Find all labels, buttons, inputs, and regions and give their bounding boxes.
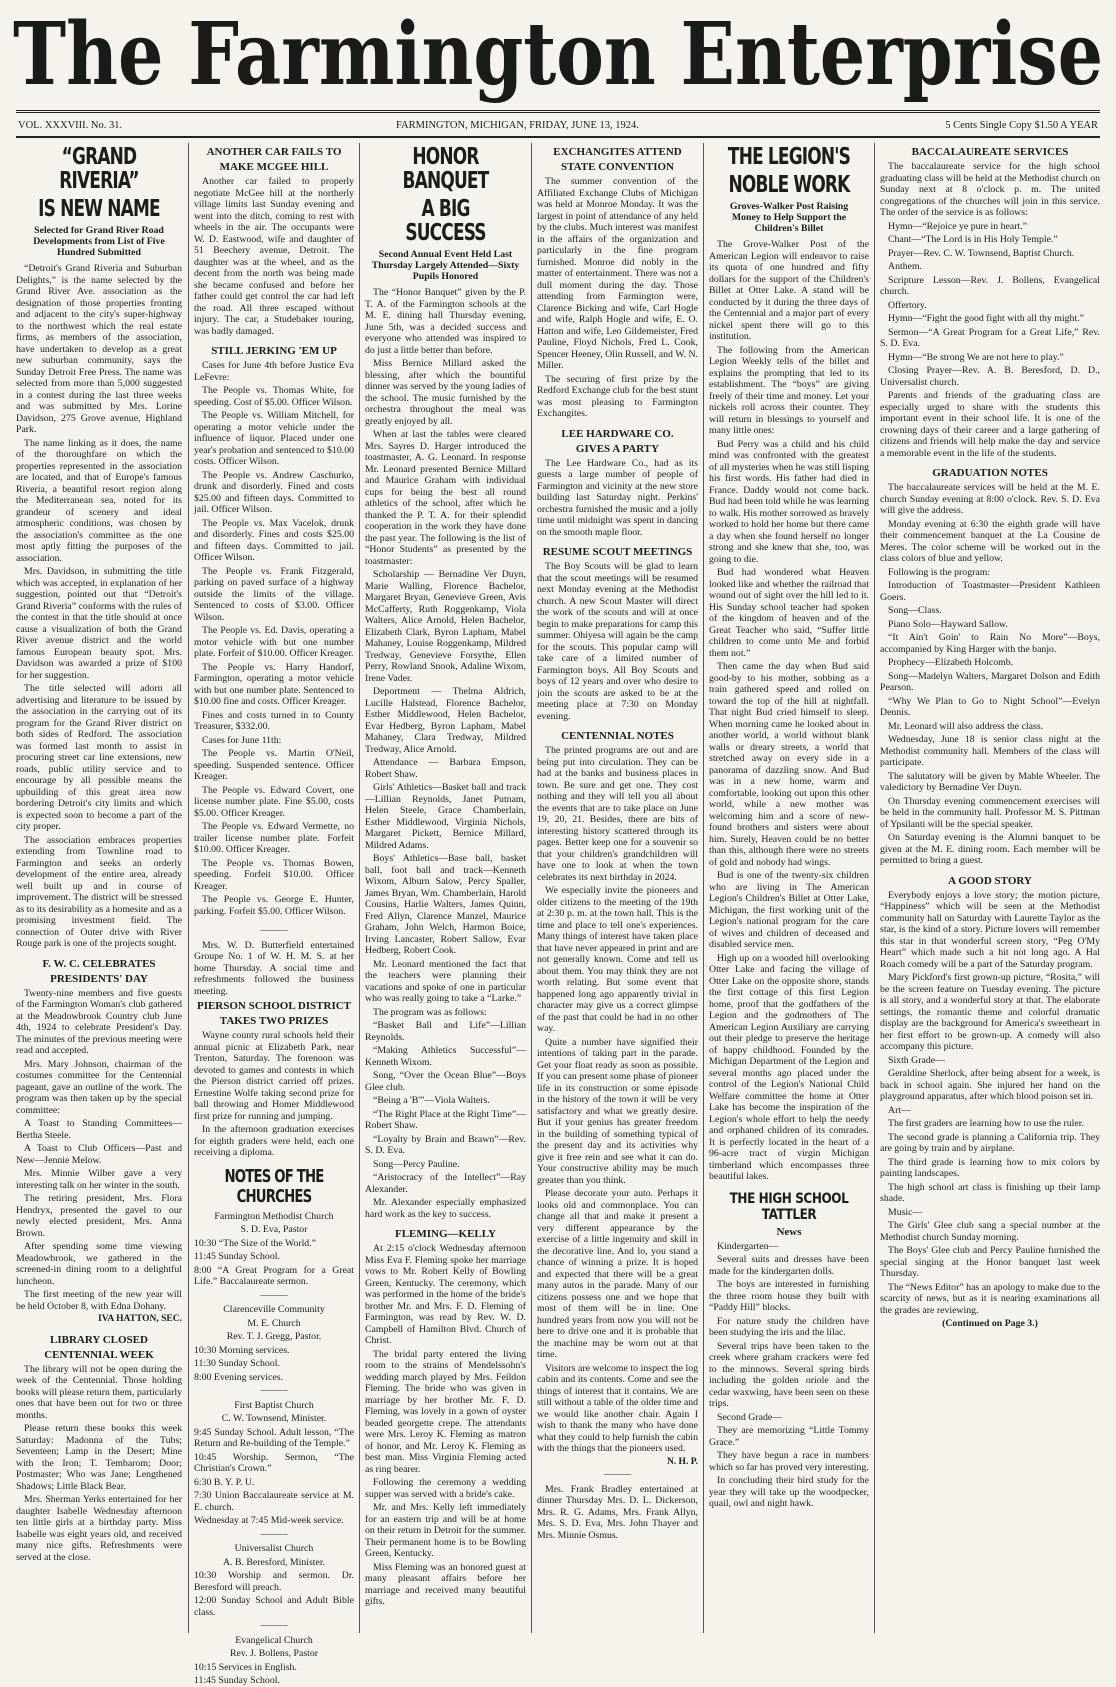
service-item: 10:15 Services in English.	[194, 1661, 297, 1673]
headline: MAKE MCGEE HILL	[219, 161, 329, 173]
headline: NOTES OF THE CHURCHES	[224, 1165, 324, 1207]
paragraph: The People vs. Thomas Bowen, speeding. Forfeit $10.00. Officer Kreager.	[194, 857, 354, 892]
church-pastor: A. B. Beresford, Minister.	[222, 1556, 326, 1568]
paragraph: Second Grade—	[717, 1411, 783, 1423]
paragraph: The Grove-Walker Post of the American Legion will endeavor to raise its quota of one hundred and fifty dollars for the support of the Children's Billet at Otter Lake. A stand will be conducted by it during the three days of the Centennial and a major part of every nickel spent there will go to this institution.	[709, 239, 869, 342]
paragraph: Mrs. Sherman Yerks entertained for her daughter Isabelle Wednesday afternoon ten little girls at a birthday party. Miss Isabelle was eight years old, and received many nice gifts. Refreshments were served at the close.	[16, 1494, 182, 1563]
headline: THE LEGION'S	[727, 144, 851, 170]
paragraph: Mrs. Frank Bradley entertained at dinner Thursday Mrs. D. L. Dickerson, Mrs. R. G. Adams, Mrs. Frank Allyn, Mrs. S. D. Eva, Mrs. John Thayer and Mrs. Minnie Osmus.	[537, 1483, 698, 1541]
paragraph: Music—	[888, 1206, 923, 1218]
subhead: News	[776, 1225, 802, 1238]
service-item: Wednesday at 7:45 Mid-week service.	[194, 1515, 344, 1526]
paragraph: Sixth Grade—	[888, 1054, 945, 1066]
headline: ANOTHER CAR FAILS TO	[206, 146, 342, 158]
masthead-svg	[0, 4, 1116, 105]
paragraph: The association embraces properties extending from Townline road to Farmington and seeks an orderly development of the entire area, already well built up and in course of improvement. The district will be stressed as to its desirability as a homesite and as a promising investment field. The connection of Outer drive with River Rouge park is one of the projects sought.	[16, 834, 182, 949]
paragraph: The People vs. Thomas White, for speeding. Cost of $5.00. Officer Wilson.	[194, 385, 354, 408]
paragraph: Song—Percy Pauline.	[373, 1158, 460, 1170]
paragraph: Miss Bernice Millard asked the blessing, after which the bountiful dinner was served by the young ladies of the school. The music furnished by the orchestra throughout the meal was greatly enjoyed by all.	[365, 358, 526, 427]
paragraph: Another car failed to properly negotiate McGee hill at the northerly village limits last Sunday evening and went into the ditch, coming to rest with wheels in the air. The occupants were W. D. Eastwood, wife and daughter of 51 Beechery avenue, Detroit. The daughter was at the wheel, and as the decent from the north was being made she became confused and before her father could get control the car had left the road. All three escaped without injury. The car, a Studebaker touring, was badly damaged.	[194, 176, 354, 337]
paragraph: Boys' Athletics—Base ball, basket ball, foot ball and track—Kenneth Wixom, Alburn Salow, Percy Spaller, James Bryan, Wm. Chamberlain, Harold Cousins, Harlie Walters, James Quinn, Fred Allyn, Clarence Manzel, Maurice Graham, John Welch, Harmon Boice, Irving Lancaster, Robert Sallow, Evar Hedberg, Robert Cook.	[365, 853, 526, 956]
paragraph: Deportment — Thelma Aldrich, Lucille Halstead, Florence Bachelor, Esther Middlewood, Helen Bachelor, Evar Hedberg, Byron Lapham, Mabel Mahaney, Clara Tredway, Mildred Tredway, Alice Arnold.	[365, 686, 526, 755]
paragraph: Fines and costs turned in to County Treasurer, $332.00.	[194, 709, 354, 732]
paragraph: Introduction of Toastmaster—President Kathleen Goers.	[880, 580, 1100, 603]
headline: RESUME SCOUT MEETINGS	[542, 546, 693, 558]
place-date: FARMINGTON, MICHIGAN, FRIDAY, JUNE 13, 1924.	[396, 120, 639, 131]
paragraph: Song, “Over the Ocean Blue”—Boys Glee club.	[365, 1070, 526, 1093]
headline: HONOR BANQUET	[402, 144, 489, 194]
paragraph: They are memorizing “Little Tommy Grace.”	[709, 1425, 869, 1448]
headline: NOBLE WORK	[728, 172, 850, 198]
paragraph: “The Right Place at the Right Time”—Robert Shaw.	[365, 1108, 526, 1131]
article-lee-hardware	[537, 428, 698, 539]
paragraph: The first meeting of the new year will be held October 8, with Edna Dohany.	[16, 1289, 182, 1312]
paragraph: In the afternoon graduation exercises for eighth graders were held, each one receiving a diploma.	[194, 1124, 354, 1158]
paragraph: Mrs. Davidson, in submitting the title which was accepted, in explanation of her suggestion, pointed out that “Detroit's Grand Riveria” conforms with the rules of the contest in that the title should at once cause a visualization of both the Grand River avenue district and the world famous European beauty spot. Mrs. Davidson was awarded a prize of $100 for her suggestion.	[16, 566, 182, 681]
paragraph: The salutatory will be given by Mable Wheeler. The valedictory by Bernadine Ver Duyn.	[880, 770, 1100, 793]
paragraph: “Making Athletics Successful”—Kenneth Wixom.	[365, 1045, 526, 1068]
paragraph: The People vs. Max Vacelok, drunk and disorderly. Fines and costs $25.00 and fifteen days. Committed to jail. Officer Wilson.	[194, 517, 354, 563]
article-grand-riveria	[16, 145, 182, 950]
article-court-cases	[194, 345, 354, 917]
paragraph: Mr. Leonard mentioned the fact that the teachers were planning their vacations and spoke of one in particular who was really going to take a “Larke.”	[365, 958, 526, 1004]
column-rule	[874, 143, 875, 1633]
church-name: M. E. Church	[247, 1317, 301, 1329]
paragraph: Please decorate your auto. Perhaps it looks old and commonplace. You can change all that and make it present a very different appearance by the exercise of a little ingenuity and skill in the decorative line. And lo, you stand a chance of winning a prize. It is hoped and expected that there will be a great many autos in the parade. Many of our citizens possess one and we hope that most of them will be in line. One hundred years from now you will not be here to drive one and it is probable that the machine may be worn out at that time.	[537, 1188, 698, 1360]
paragraph: Closing Prayer—Rev. A. B. Beresford, D. D., Universalist church.	[880, 365, 1100, 388]
deck: Second Annual Event Held Last Thursday Largely Attended—Sixty Pupils Honored	[371, 249, 520, 282]
headline: IS NEW NAME	[38, 196, 160, 222]
paragraph: The name linking as it does, the name of the thoroughfare on which the properties represented in the association are located, and that of Europe's famous Riveria, a beautiful resort region along the Mediterranean sea, noted for its grandeur of scenery and ideal atmospheric conditions, was chosen by the association's committee as the one most aptly fitting the purposes of the association.	[16, 437, 182, 564]
article-graduation-notes	[880, 467, 1100, 867]
paragraph: Visitors are welcome to inspect the log cabin and its contents. Come and see the things of interest that it contains. We are still without a table of the older time and we would like another chair. Again I wish to thank the many who have done what they could to help furnish the cabin with the things that the pioneers used.	[537, 1362, 698, 1454]
paragraph: In concluding their bird study for the year they will take up the woodpecker, quail, owl and night hawk.	[709, 1475, 869, 1509]
paragraph: A Toast to Club Officers—Past and New—Jennie Melow.	[16, 1143, 182, 1166]
paragraph: “Why We Plan to Go to Night School”—Evelyn Dennis.	[880, 695, 1100, 718]
column-5	[709, 143, 869, 1633]
paragraph: For nature study the children have been studying the iris and the lilac.	[709, 1315, 869, 1338]
paragraph: The People vs. Edward Covert, one license number plate. Fine $5.00, costs $5.00. Officer Kreager.	[194, 784, 354, 819]
church-name: Universalist Church	[234, 1543, 314, 1554]
paragraph: Mrs. Mary Johnson, chairman of the costumes committee for the Centennial pageant, gave an outline of the work. The program was then taken up by the special committee:	[16, 1058, 182, 1116]
paragraph: Geraldine Sherlock, after being absent for a week, is back in school again. She injured her hand on the playground apparatus, after which blood poison set in.	[880, 1068, 1100, 1102]
headline: A GOOD STORY	[948, 874, 1032, 887]
deck: Groves-Walker Post Raising Money to Help Support the Children's Billet	[729, 201, 849, 234]
paragraph: The “News Editor” has an apology to make due to the scarcity of news, but as it is nearing examinations all the grades are reviewing.	[880, 1281, 1100, 1316]
paragraph: The People vs. Harry Handorf, Farmington, operating a motor vehicle with but one number plate. Sentenced to $10.00 fine and costs. Officer Kreager.	[194, 661, 354, 707]
paragraph: Mr. Leonard will also address the class.	[888, 720, 1044, 732]
paragraph: Mrs. W. D. Butterfield entertained Groupe No. 1 of W. H. M. S. at her home Thursday. A social time and refreshments followed the business meeting.	[194, 939, 354, 997]
column-rule	[359, 143, 360, 1633]
headline: BACCALAUREATE SERVICES	[911, 146, 1069, 158]
paragraph: Offertory.	[888, 299, 927, 311]
column-rule	[188, 143, 189, 1633]
headline: TAKES TWO PRIZES	[219, 1015, 329, 1027]
paragraph: Scripture Lesson—Rev. J. Bollens, Evangelical church.	[880, 274, 1100, 297]
paragraph: We especially invite the pioneers and older citizens to the meeting of the 19th at 2:30 p. m. at the town hall. This is the time and place to tell one's experiences. Many things of interest have taken place that have never appeared in print and are not generally known. Come and tell us about them. You may think they are not worth relating. But some event that happened long ago apparently trivial in character may give us a correct glimpse of the past that could be had in no other way.	[537, 885, 698, 1034]
service-item: 8:00 “A Great Program for a Great Life.” Baccalaureate sermon.	[194, 1264, 354, 1287]
headline: GRADUATION NOTES	[932, 467, 1048, 479]
paragraph: “Aristocracy of the Intellect”—Ray Alexander.	[365, 1172, 526, 1195]
paragraph: The Lee Hardware Co., had as its guests a large number of people of Farmington and vicinity at the new store building last Saturday night. Perkins' orchestra furnished the music and a jolly time until midnight was spent in dancing on the smooth maple floor.	[537, 457, 698, 538]
church-name: First Baptist Church	[234, 1399, 314, 1411]
paragraph: The Girls' Glee club sang a special number at the Methodist church Sunday morning.	[880, 1220, 1100, 1243]
paragraph: Wednesday, June 18 is senior class night at the Methodist community hall. Members of the class will participate.	[880, 734, 1100, 768]
paragraph: Anthem.	[888, 261, 923, 272]
article-baccalaureate	[880, 146, 1100, 459]
church-pastor: Rev. T. J. Gregg, Pastor.	[226, 1331, 322, 1342]
article-fleming-kelly	[365, 1228, 526, 1608]
paragraph: The Boy Scouts will be glad to learn that the scout meetings will be resumed next Monday evening at the Methodist church. A new Scout Master will direct the work of the scouts and will at once begin to make preparations for camp this summer. Ohiyesa will again be the camp for the scouts. This popular camp will take care of a limited number of Farmington boys. All Boy Scouts and boys of 12 years and over who desire to join the scouts are asked to be at the meeting place at 7:30 on Monday evening.	[537, 561, 698, 722]
signature: N. H. P.	[666, 1456, 698, 1467]
paragraph: Mary Pickford's first grown-up picture, “Rosita,” will be the screen feature on Tuesday evening. The picture is all story, and a wonderful story at that. The elaborate settings, the romantic theme and colorful dramatic display are the background for America's sweetheart in her first effort to be grown-up. A comedy will also accompany this picture.	[880, 972, 1100, 1052]
paragraph: Twenty-nine members and five guests of the Farmington Woman's club gathered at the Meadowbrook Country club June 4th, 1924 to celebrate President's Day. The minutes of the previous meeting were read and accepted.	[16, 987, 182, 1056]
column-6	[880, 143, 1100, 1633]
volume-number: VOL. XXXVIII. No. 31.	[18, 120, 123, 131]
paragraph: The boys are interested in furnishing the three room house they built with “Paddy Hill” blocks.	[709, 1279, 869, 1313]
paragraph: At 2:15 o'clock Wednesday afternoon Miss Eva F. Fleming spoke her marriage vows to Mr. Robert Kelly of Bowling Green, Kentucky. The ceremony, which was performed in the home of the bride's brother Mr. and Mrs. F. D. Fleming of Farmington, was read by Rev. W. D. Campbell of Hamilton Blvd. Church of Christ.	[365, 1243, 526, 1346]
headline: A BIG SUCCESS	[405, 196, 486, 246]
article-library	[16, 1334, 182, 1564]
article-high-school-tattler	[709, 1191, 869, 1510]
paragraph: Girls' Athletics—Basket ball and track—Lillian Reynolds, Janet Putnam, Helen Steele, Grace Chamberlain, Esther Middlewood, Virginia Nichols, Margaret Pickett, Bernice Millard, Mildred Adams.	[365, 782, 526, 851]
article-pierson-school	[194, 1000, 354, 1159]
paragraph: The library will not be open during the week of the Centennial. Those holding books will please return them, particularly ones that have been out for two or three months.	[16, 1363, 182, 1421]
church-pastor: C. W. Townsend, Minister.	[221, 1413, 327, 1424]
church-name: Evangelical Church	[235, 1634, 313, 1646]
masthead-title: The Farmington Enterprise	[13, 4, 1103, 105]
paragraph: Several suits and dresses have been made for the kindergarten dolls.	[709, 1254, 869, 1277]
paragraph: Bud Perry was a child and his child mind was confronted with the greatest of all mysteries when he was still lisping his first words. His father had died in France. Daddy would not come back. Bud had been told while he was learning to walk. His mother sorrowed as bravely worked to hold her home but there came a day when she found herself no longer strong and she knew that she, too, was going to die.	[709, 438, 869, 565]
paragraph: Several trips have been taken to the creek where graham crackers were fed to the minnows. Several spring birds including the golden oriole and the cedar waxwing, have been seen on these trips.	[709, 1340, 869, 1409]
headline: LEE HARDWARE CO.	[561, 427, 674, 440]
paragraph: Song—Class.	[888, 605, 942, 616]
article-centennial-notes: CENTENNIAL NOTES The printed programs are out and are being put into circulation. They can be had at the banks and business places in town. Be sure and get one. They cost nothing and they will tell you all about the events that are to take place on June 19, 20, 21. Besides, there are bits of interesting history scattered through its pages. Better keep one for a souvenir so that your children's grandchildren will have one to look at when the town celebrates its next birthday in 2024. We especially invite the pioneers and older citizens to the meeting of the 19th at 2:30 p. m. at the town hall. This is the time and place to tell one's experiences. Many things of interest have taken place that have never appeared in print and are not generally known. Come and tell us about them. You may think they are not worth relating. But some event that happened long ago apparently trivial in character may give us a correct glimpse of the past that could be had in no other way. Quite a number have signified their intentions of taking part in the parade. Get your float ready as soon as possible. If you can present some phase of pioneer life in its construction or some episode in the history of the town it will be very satisfactory and what we greatly desire. But if your genius has greater freedom in the building of something typical of the present day and its activities why give it free rein and see what it can do. Your constructive ability may be much greater than you think. Please decorate your auto. Perhaps it looks old and commonplace. You can change all that and make it present a very different appearance by the exercise of a little ingenuity and skill in the decorative line. And lo, you stand a chance of winning a prize. It is hoped and expected that there will be a great many autos in the parade. Many of our citizens possess one and we hope that most of them will be in line. One hundred years from now you will not be here to drive one and it is probable that the machine may be worn out at that time. Visitors are welcome to inspect the log cabin and its contents. Come and see the things of interest that it contains. We are still without a table of the older time and we would like another chair. Again I wish to thank the many who have done what they could to help furnish the cabin with the things that the pioneers used. N. H. P. ——— Mrs. Frank Bradley entertained at dinner Thursday Mrs. D. L. Dickerson, Mrs. R. G. Adams, Mrs. Frank Allyn, Mrs. S. D. Eva, Mrs. John Thayer and Mrs. Minnie Osmus.	[537, 730, 698, 1541]
service-item: 12:00 Sunday School and Adult Bible class.	[194, 1595, 354, 1618]
service-item: 10:30 Worship and sermon. Dr. Beresford will preach.	[194, 1570, 354, 1593]
paragraph: The high school art class is finishing up their lamp shade.	[880, 1181, 1100, 1204]
paragraph: After spending some time viewing Meadowbrook, we gathered in the screened-in dining room to a delightful luncheon.	[16, 1241, 182, 1287]
paragraph: A Toast to Standing Committees—Bertha Steele.	[16, 1118, 182, 1141]
service-item: 11:45 Sunday School.	[194, 1251, 280, 1262]
paragraph: Monday evening at 6:30 the eighth grade will have their commencement banquet at the La Cousine de Meres. The color scheme will be worked out in the class colors of blue and yellow.	[880, 518, 1100, 564]
paragraph: Bud had wondered what Heaven looked like and whether the railroad that wound out of sight over the hill led to it. His Sunday school teacher had spoken of the kingdom of heaven and of the Great Teacher who said, “Suffer little children to come unto Me and forbid them not.”	[709, 567, 869, 659]
paragraph: “Being a 'B'”—Viola Walters.	[373, 1095, 490, 1106]
paragraph: Cases for June 4th before Justice Eva LeFevre:	[194, 360, 354, 383]
paragraph: The People vs. Andrew Caschurko, drunk and disorderly. Fined and costs $25.00 and fifteen days. Committed to jail. Officer Wilson.	[194, 469, 354, 515]
paragraph: The printed programs are out and are being put into circulation. They can be had at the banks and business places in town. Be sure and get one. They cost nothing and they will tell you all about the events that are to take place on June 19, 20, 21. Besides, there are bits of interesting history scattered through its pages. Better keep one for a souvenir so that your children's grandchildren will have one to look at when the town celebrates its next birthday in 2024.	[537, 745, 698, 883]
headline: CENTENNIAL WEEK	[44, 1348, 154, 1361]
paragraph: The People vs. Edward Vermette, no trailer license number plate. Forfeit $10.00. Officer Kreager.	[194, 821, 354, 855]
service-item: 10:30 “The Size of the World.”	[194, 1237, 317, 1249]
paragraph: “Loyalty by Brain and Brawn”—Rev. S. D. Eva.	[365, 1133, 526, 1156]
paragraph: The title selected will adorn all advertising and literature to be issued by the association in the carrying out of its program for the Grand River district on both sides of Redford. The association was formed last month to assist in procuring street car line extensions, new roads, public utility service and to encourage by all possible means the upbuilding of this great area now bordering Detroit's city limits and which is expected soon to become a part of the city proper.	[16, 683, 182, 832]
article-church-notes: NOTES OF THE CHURCHES Farmington Methodist Church S. D. Eva, Pastor 10:30 “The Size of the World.” 11:45 Sunday School. 8:00 “A Great Program for a Great Life.” Baccalaureate sermon. ——— Clarenceville Community M. E. Church Rev. T. J. Gregg, Pastor. 10:30 Morning services. 11:30 Sunday School. 8:00 Evening services. ——— First Baptist Church C. W. Townsend, Minister. 9:45 Sunday School. Adult lesson, “The Return and Re-building of the Temple.” 10:45 Worship. Sermon, “The Christian's Crown.” 6:30 B. Y. P. U. 7:30 Union Baccalaureate service at M. E. church. Wednesday at 7:45 Mid-week service. ——— Universalist Church A. B. Beresford, Minister. 10:30 Worship and sermon. Dr. Beresford will preach. 12:00 Sunday School and Adult Bible class. ——— Evangelical Church Rev. J. Bollens, Pastor 10:15 Services in English. 11:45 Sunday School.	[194, 1165, 354, 1686]
headline: STILL JERKING 'EM UP	[211, 345, 337, 357]
paragraph: The Boys' Glee club and Percy Pauline furnished the special singing at the Honor banquet last week Thursday.	[880, 1245, 1100, 1279]
headline: PIERSON SCHOOL DISTRICT	[196, 1000, 352, 1012]
church-name: Farmington Methodist Church	[214, 1210, 334, 1222]
column-1	[16, 143, 182, 1633]
headline: PRESIDENTS' DAY	[50, 972, 148, 985]
headline: CENTENNIAL NOTES	[561, 730, 674, 742]
paragraph: The baccalaureate services will be held at the M. E. church Sunday evening at 8:00 o'clock. Rev. S. D. Eva will give the address.	[880, 482, 1100, 516]
service-item: 7:30 Union Baccalaureate service at M. E. church.	[194, 1490, 354, 1513]
headline: THE HIGH SCHOOL TATTLER	[729, 1190, 849, 1223]
paragraph: Mr. Alexander especially emphasized hard work as the key to success.	[365, 1197, 526, 1220]
paragraph: The summer convention of the Affiliated Exchange Clubs of Michigan was held at Monroe Monday. It was the largest in point of attendance of any held by the clubs. Much interest was manifest in the affairs of the organization and particularly in the fine program furnished. Monroe did nobly in the matter of entertainment. There was not a dull moment during the day. Those attending from Farmington were, Clarence Bicking and wife, Carl Hogle and wife, Ralph Hogle and wife, E. O. Hatton and wife, Leo Gildemeister, Fred Pauline, Floyd Nichols, Fred L. Cook, Spencer Heeney, Olin Russell, and W. N. Miller.	[537, 176, 698, 371]
paragraph: The People vs. Martin O'Neil, speeding. Suspended sentence. Officer Kreager.	[194, 748, 354, 782]
signature: IVA HATTON, SEC.	[98, 1314, 182, 1324]
column-4	[537, 143, 698, 1633]
dateline-bar	[16, 110, 1100, 138]
paragraph: “Basket Ball and Life”—Lillian Reynolds.	[365, 1020, 526, 1043]
paragraph: The first graders are learning how to use the ruler.	[888, 1118, 1084, 1129]
paragraph: Hymn—“Be strong We are not here to play.”	[888, 351, 1064, 363]
paragraph: Art—	[888, 1104, 911, 1116]
paragraph: The bridal party entered the living room to the strains of Mendelssohn's wedding march played by Mrs. Feildon Fleming. The bride who was given in marriage by her brother Mr. F. D. Fleming, was lovely in a gown of oyster beaded georgette crepe. The attendants were Mrs. Leroy K. Fleming as matron of honor, and Mr. Leroy K. Fleming as best man. Miss Virginia Fleming acted as ring bearer.	[365, 1348, 526, 1475]
service-item: 11:30 Sunday School.	[194, 1358, 280, 1369]
paragraph: The retiring president, Mrs. Flora Hendryx, presented the gavel to our newly elected president, Mrs. Anna Brown.	[16, 1193, 182, 1239]
paragraph: The People vs. Ed. Davis, operating a motor vehicle with but one number plate. Forfeit of $10.00. Officer Kreager.	[194, 625, 354, 659]
deck: Selected for Grand River Road Developments from List of Five Hundred Submitted	[33, 225, 165, 258]
continued-note: (Continued on Page 3.)	[942, 1318, 1038, 1329]
headline: GIVES A PARTY	[575, 442, 660, 455]
headline: EXCHANGITES ATTEND	[553, 146, 682, 158]
paragraph: Bud is one of the twenty-six children who are living in The American Legion's Children's Billet at Otter Lake, Michigan, the first working unit of the Legion's national program for the care of wives and children of deceased and disabled service men.	[709, 870, 869, 950]
church-name: Clarenceville Community	[223, 1304, 325, 1315]
column-2: ANOTHER CAR FAILS TO MAKE MCGEE HILL Another car failed to properly negotiate McGee hill at the northerly village limits last Sunday evening and went into the ditch, coming to rest with wheels in the air. The occupants were W. D. Eastwood, wife and daughter of 51 Beechery avenue, Detroit. The daughter was at the wheel, and as the decent from the north was being made she became confused and before her father could get control the car had left the road. All three escaped without injury. The car, a Studebaker touring, was badly damaged. STILL JERKING 'EM UP Cases for June 4th before Justice Eva LeFevre: The People vs. Thomas White, for speeding. Cost of $5.00. Officer Wilson. The People vs. William Mitchell, for operating a motor vehicle under the influence of liquor. Placed under one year's probation and sentenced to $10.00 costs. Officer Wilson. The People vs. Andrew Caschurko, drunk and disorderly. Fined and costs $25.00 and fifteen days. Committed to jail. Officer Wilson. The People vs. Max Vacelok, drunk and disorderly. Fines and costs $25.00 and fifteen days. Committed to jail. Officer Wilson. The People vs. Frank Fitzgerald, parking on paved surface of a highway outside the limits of the village. Sentenced to costs of $3.00. Officer Wilson. The People vs. Ed. Davis, operating a motor vehicle with but one number plate. Forfeit of $10.00. Officer Kreager. The People vs. Harry Handorf, Farmington, operating a motor vehicle with but one number plate. Sentenced to $10.00 fine and costs. Officer Kreager. Fines and costs turned in to County Treasurer, $332.00. Cases for June 11th: The People vs. Martin O'Neil, speeding. Suspended sentence. Officer Kreager. The People vs. Edward Covert, one license number plate. Fine $5.00, costs $5.00. Officer Kreager. The People vs. Edward Vermette, no trailer license number plate. Forfeit $10.00. Officer Kreager. The People vs. Thomas Bowen, speeding. Forfeit $10.00. Officer Kreager. The People vs. George E. Hunter, parking. Forfeit $5.00. Officer Wilson. ——— Mrs. W. D. Butterfield entertained Groupe No. 1 of W. H. M. S. at her home Thursday. A social time and refreshments followed the business meeting. PIERSON SCHOOL DISTRICT TAKES TWO PRIZES Wayne county rural schools held their annual picnic at Elizabeth Park, near Trenton, Saturday. The forenoon was devoted to games and contests in which the Pierson district carried off prizes. Ernestine Wolfe taking second prize for ball throwing and Homer Middlewood first prize for running and jumping. In the afternoon graduation exercises for eighth graders were held, each one receiving a diploma. NOTES OF THE CHURCHES Farmington Methodist Church S. D. Eva, Pastor 10:30 “The Size of the World.” 11:45 Sunday School. 8:00 “A Great Program for a Great Life.” Baccalaureate sermon. ——— Clarenceville Community M. E. Church Rev. T. J. Gregg, Pastor. 10:30 Morning services. 11:30 Sunday School. 8:00 Evening services. ——— First Baptist Church C. W. Townsend, Minister. 9:45 Sunday School. Adult lesson, “The Return and Re-building of the Temple.” 10:45 Worship. Sermon, “The Christian's Crown.” 6:30 B. Y. P. U. 7:30 Union Baccalaureate service at M. E. church. Wednesday at 7:45 Mid-week service. ——— Universalist Church A. B. Beresford, Minister. 10:30 Worship and sermon. Dr. Beresford will preach. 12:00 Sunday School and Adult Bible class. ——— Evangelical Church Rev. J. Bollens, Pastor 10:15 Services in English. 11:45 Sunday School.	[194, 146, 354, 1686]
paragraph: Miss Fleming was an honored guest at many pleasant affairs before her marriage and received many beautiful gifts.	[365, 1561, 526, 1607]
headline: “GRAND RIVERIA”	[59, 144, 139, 194]
paragraph: Attendance — Barbara Empson, Robert Shaw.	[365, 757, 526, 780]
paragraph: The following from the American Legion Weekly tells of the billet and explains the prompting that led to its establishment. The “boys” are giving freely of their time and money. Let your nickels roll across their counter. They will return in blessings to yourself and many little ones:	[709, 344, 869, 436]
church-pastor: Rev. J. Bollens, Pastor	[229, 1648, 319, 1659]
article-exchangites	[537, 146, 698, 420]
article-good-story	[880, 875, 1100, 1330]
article-honor-banquet	[365, 145, 526, 1220]
paragraph: High up on a wooded hill overlooking Otter Lake and facing the village of Otter Lake on the opposite shore, stands the first cottage of this first Legion home, proof that the godfathers of the Legion and the godmothers of The American Legion Auxiliary are carrying out their pledge to preserve the heritage of happy childhood. Founded by the Michigan Department of the Legion and several months ago placed under the control of the Legion's National Child Welfare committee the home at Otter Lake has become the inspiration of the Legion's whole effort to help the needy and orphaned children of its comrades. It is perfectly located in the heart of a 96-acre tract of virgin Michigan timberland which encompasses three beautiful lakes.	[709, 952, 869, 1182]
paragraph: Scholarship — Bernadine Ver Duyn, Marie Walling, Florence Bachelor, Margaret Bryan, Genevieve Green, Avis McCafferty, Ruth Roggenkamp, Viola Walters, Alice Arnold, Helen Bachelor, Elizabeth Clark, Byron Lapham, Mabel Mahaney, Louise Roggenkamp, Mildred Tredway, Genevieve Forsythe, Ellen Perry, Rowland Snook, Adaline Wixom, Irene Vader.	[365, 569, 526, 684]
service-item: 8:00 Evening services.	[194, 1371, 283, 1383]
paragraph: Chant—“The Lord is in His Holy Temple.”	[888, 234, 1058, 245]
article-scout-meetings	[537, 546, 698, 722]
paragraph: The third grade is learning how to mix colors by painting landscapes.	[880, 1156, 1100, 1179]
column-3	[365, 143, 526, 1633]
article-mcgee-hill	[194, 146, 354, 337]
paragraph: Following is the program:	[888, 566, 991, 578]
paragraph: Kindergarten—	[717, 1240, 779, 1252]
paragraph: “Detroit's Grand Riveria and Suburban Delights,” is the name selected by the Grand River Ave. association as the designation of those properties fronting and adjacent to the city's super-highway to the northwest which the real estate firms, as members of the association, have undertaken to develop as a great new suburban community, says the Sunday Detroit Free Press. The name was selected from more than 5,000 suggested in a contest during the last three weeks and was submitted by Mrs. Lorine Davidson, 275 Grove avenue, Highland Park.	[16, 263, 182, 435]
paragraph: Parents and friends of the graduating class are especially urged to share with the students this important event in their school life. It is one of the crowning days of their career and a large gathering of citizens and friends will help make the day and service a memorable event in the life of the students.	[880, 390, 1100, 459]
paragraph: Sermon—“A Great Program for a Great Life,” Rev. S. D. Eva.	[880, 326, 1100, 349]
paragraph: Prayer—Rev. C. W. Townsend, Baptist Church.	[888, 247, 1075, 259]
paragraph: They have begun a race in numbers which so far has proved very interesting.	[709, 1450, 869, 1473]
service-item: 10:30 Morning services.	[194, 1344, 290, 1356]
church-pastor: S. D. Eva, Pastor	[240, 1224, 308, 1235]
paragraph: Mr. and Mrs. Kelly left immediately for an eastern trip and will be at home on their return in Detroit for the summer. Their permanent home is to be Bowling Green, Kentucky.	[365, 1502, 526, 1559]
masthead	[0, 4, 1116, 105]
article-fwc	[16, 958, 182, 1326]
paragraph: The People vs. William Mitchell, for operating a motor vehicle under the influence of liquor. Placed under one year's probation and sentenced to $10.00 costs. Officer Wilson.	[194, 410, 354, 467]
paragraph: The People vs. George E. Hunter, parking. Forfeit $5.00. Officer Wilson.	[194, 894, 354, 917]
paragraph: The baccalaureate service for the high school graduating class will be held at the Methodist church on Sunday next at 8 o'clock p. m. The united congregations of the churches will join in this service. The order of the service is as follows:	[880, 161, 1100, 218]
paragraph: Mrs. Minnie Wilber gave a very interesting talk on her winter in the south.	[16, 1168, 182, 1191]
paragraph: Song—Madelyn Walters, Margaret Dolson and Edith Pearson.	[880, 670, 1100, 693]
paragraph: Everybody enjoys a love story; the motion picture, “Happiness” which will be seen at the Methodist community hall on Saturday with Laurette Taylor as the star, is the kind of a story. Picture lovers will remember this star in that wonderful screen story, “Peg O'My Heart” which made such a hit not long ago. A Hal Roach comedy will be a part of the Saturday program.	[880, 889, 1100, 970]
article-legion	[709, 145, 869, 1183]
paragraph: The second grade is planning a California trip. They are going by train and by airplane.	[880, 1131, 1100, 1154]
paragraph: Following the ceremony a wedding supper was served with a bride's cake.	[365, 1477, 526, 1500]
headline: STATE CONVENTION	[561, 161, 674, 173]
paragraph: Cases for June 11th:	[202, 734, 282, 746]
service-item: 10:45 Worship. Sermon, “The Christian's Crown.”	[194, 1451, 354, 1474]
service-item: 11:45 Sunday School.	[194, 1675, 280, 1686]
headline: F. W. C. CELEBRATES	[42, 957, 156, 970]
paragraph: Then came the day when Bud said good-by to his mother, sobbing as a train gathered speed and rolled on toward the top of the hill at nightfall. That night Bud cried himself to sleep. When morning came he looked about in another world, a world without blank walls or dreary streets, a world that stretched away on every side in a panorama of dazzling snow. And Bud was in a new home, warm and comfortable, looking out upon this other world, while a new mother was welcoming him and a score of new-found brothers and sisters were about him. Surely, Heaven could be no better than this, although there were no streets of gold and nobody had wings.	[709, 661, 869, 868]
paragraph: The “Honor Banquet” given by the P. T. A. of the Farmington schools at the M. E. dining hall Thursday evening, June 5th, was a decided success and everyone who attended was inspired to do just a little better than before.	[365, 287, 526, 356]
paragraph: On Thursday evening commencement exercises will be held in the community hall. Professor M. S. Pittman of Ypsilanti will be the special speaker.	[880, 795, 1100, 830]
paragraph: “It Ain't Goin' to Rain No More”—Boys, accompanied by King Harger with the banjo.	[880, 632, 1100, 655]
paragraph: The securing of first prize by the Redford Exchange club for the best stunt was most pleasing to Farmington Exchangites.	[537, 373, 698, 419]
price: 5 Cents Single Copy $1.50 A YEAR	[945, 120, 1098, 131]
column-rule	[703, 143, 704, 1633]
column-rule	[531, 143, 532, 1633]
paragraph: Please return these books this week Saturday: Madonna of the Tubs; Seventeen; Lamp in the Desert; Mine with the Iron; T. Tembarom; Door; Postmaster; Who was Jane; Lengthened Shadows; Little Black Bear.	[16, 1423, 182, 1492]
paragraph: The People vs. Frank Fitzgerald, parking on paved surface of a highway outside the limits of the village. Sentenced to costs of $3.00. Officer Wilson.	[194, 565, 354, 623]
paragraph: On Saturday evening is the Alumni banquet to be given at the M. E. dining room. Each member will be permitted to bring a guest.	[880, 832, 1100, 866]
paragraph: Piano Solo—Hayward Sallow.	[888, 618, 1008, 630]
paragraph: The program was as follows:	[373, 1006, 487, 1018]
headline: FLEMING—KELLY	[394, 1228, 497, 1240]
paragraph: Hymn—“Rejoice ye pure in heart.”	[888, 220, 1028, 232]
service-item: 6:30 B. Y. P. U.	[194, 1476, 255, 1488]
paragraph: Prophecy—Elizabeth Holcomb.	[888, 657, 1014, 668]
paragraph: Wayne county rural schools held their annual picnic at Elizabeth Park, near Trenton, Saturday. The forenoon was devoted to games and contests in which the Pierson district carried off prizes. Ernestine Wolfe taking second prize for ball throwing and Homer Middlewood first prize for running and jumping.	[194, 1030, 354, 1122]
paragraph: When at last the tables were cleared Mrs. Sayres D. Harger introduced the toastmaster, A. G. Leonard. In response Mr. Leonard presented Bernice Millard and Maurice Graham with individual cups for being the best all round athletics of the school, after which he thanked the P. T. A. for their splendid cooperation in the work they have done the past year. The following is the list of “Honor Students” as presented by the toastmaster:	[365, 429, 526, 567]
paragraph: Quite a number have signified their intentions of taking part in the parade. Get your float ready as soon as possible. If you can present some phase of pioneer life in its construction or some episode in the history of the town it will be very satisfactory and what we greatly desire. But if your genius has greater freedom in the building of something typical of the present day and its activities why give it free rein and see what it can do. Your constructive ability may be much greater than you think.	[537, 1036, 698, 1186]
paragraph: Hymn—“Fight the good fight with all thy might.”	[888, 313, 1084, 324]
headline: LIBRARY CLOSED	[50, 1333, 148, 1346]
service-item: 9:45 Sunday School. Adult lesson, “The Return and Re-building of the Temple.”	[194, 1426, 354, 1449]
